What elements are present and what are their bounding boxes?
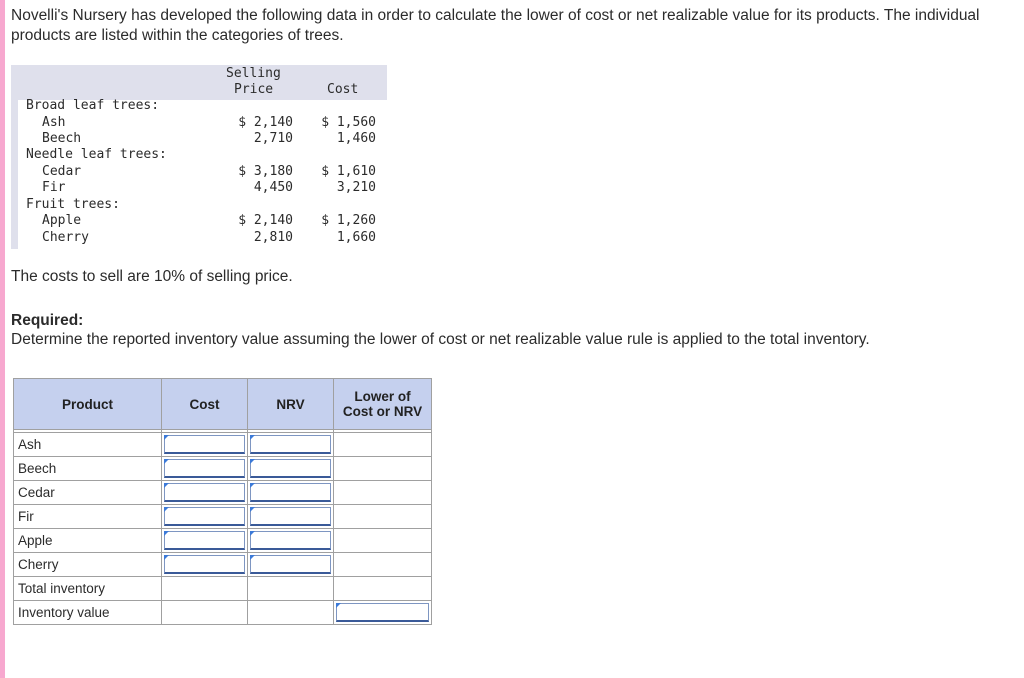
cost-input[interactable] [164, 435, 245, 454]
col-header-cost: Cost [162, 379, 248, 430]
problem-intro: Novelli's Nursery has developed the following data in order to calculate the lower of cost or net realizable value for its products. The individual products are listed within the categories of trees. [11, 7, 980, 44]
nrv-input[interactable] [250, 459, 331, 478]
inventory-value-cell [334, 601, 432, 625]
product-data-table [11, 65, 387, 249]
table-row [14, 481, 432, 505]
lower-cell [334, 529, 432, 553]
costs-to-sell-note: The costs to sell are 10% of selling price. [11, 268, 293, 285]
inventory-value-row [14, 601, 432, 625]
total-inventory-label: Total inventory [14, 577, 162, 601]
item-cost: $ 1,610 [321, 164, 376, 179]
item-cost: 3,210 [336, 180, 376, 195]
nrv-cell [248, 553, 334, 577]
table-row [14, 457, 432, 481]
cost-input[interactable] [164, 531, 245, 550]
col-header-lower-line1: Lower of [354, 389, 411, 404]
item-name: Cherry [42, 230, 89, 245]
left-accent-bar [0, 0, 5, 678]
inventory-value-input[interactable] [336, 603, 429, 622]
required-text: Determine the reported inventory value assuming the lower of cost or net realizable value rule is applied to the total inventory. [11, 331, 870, 348]
lower-cell [334, 481, 432, 505]
item-name: Beech [42, 131, 82, 146]
col-header-lower [334, 379, 432, 430]
item-price: 2,710 [253, 131, 293, 146]
cost-cell [162, 481, 248, 505]
item-price: $ 2,140 [238, 213, 293, 228]
nrv-input[interactable] [250, 483, 331, 502]
required-heading: Required: [11, 312, 84, 329]
cost-input[interactable] [164, 483, 245, 502]
col-header-product: Product [14, 379, 162, 430]
value-nrv-cell [248, 601, 334, 625]
nrv-input[interactable] [250, 555, 331, 574]
item-cost: $ 1,560 [321, 115, 376, 130]
cost-cell [162, 529, 248, 553]
row-label: Cedar [14, 481, 162, 505]
nrv-input[interactable] [250, 531, 331, 550]
cost-cell [162, 553, 248, 577]
cost-cell [162, 505, 248, 529]
item-cost: 1,660 [336, 230, 376, 245]
table-row [14, 529, 432, 553]
table-row [14, 553, 432, 577]
row-label: Apple [14, 529, 162, 553]
value-cost-cell [162, 601, 248, 625]
inventory-value-label: Inventory value [14, 601, 162, 625]
cost-input[interactable] [164, 555, 245, 574]
total-lower-cell [334, 577, 432, 601]
row-label: Fir [14, 505, 162, 529]
cost-cell [162, 457, 248, 481]
row-label: Ash [14, 433, 162, 457]
nrv-cell [248, 481, 334, 505]
header-cost: Cost [327, 82, 359, 97]
cost-input[interactable] [164, 507, 245, 526]
header-price: Price [234, 82, 274, 97]
nrv-cell [248, 433, 334, 457]
lower-cell [334, 433, 432, 457]
answer-table [13, 378, 432, 625]
lower-cell [334, 505, 432, 529]
nrv-input[interactable] [250, 507, 331, 526]
cost-cell [162, 433, 248, 457]
item-name: Fir [42, 180, 66, 195]
total-nrv-cell [248, 577, 334, 601]
table-row [14, 433, 432, 457]
table-row [14, 505, 432, 529]
nrv-cell [248, 505, 334, 529]
item-cost: 1,460 [336, 131, 376, 146]
item-cost: $ 1,260 [321, 213, 376, 228]
lower-cell [334, 553, 432, 577]
nrv-cell [248, 529, 334, 553]
item-price: 4,450 [253, 180, 293, 195]
col-header-nrv: NRV [248, 379, 334, 430]
total-row [14, 577, 432, 601]
total-cost-cell [162, 577, 248, 601]
header-selling: Selling [226, 66, 281, 81]
cost-input[interactable] [164, 459, 245, 478]
item-name: Apple [42, 213, 82, 228]
category-label: Broad leaf trees: [26, 98, 160, 113]
col-header-lower-line2: Cost or NRV [342, 404, 423, 419]
item-price: $ 2,140 [238, 115, 293, 130]
nrv-input[interactable] [250, 435, 331, 454]
lower-cell [334, 457, 432, 481]
category-label: Needle leaf trees: [26, 147, 167, 162]
answer-table-wrap [13, 378, 432, 625]
item-name: Ash [42, 115, 66, 130]
category-label: Fruit trees: [26, 197, 120, 212]
nrv-cell [248, 457, 334, 481]
data-table-side-band [11, 100, 18, 249]
row-label: Beech [14, 457, 162, 481]
row-label: Cherry [14, 553, 162, 577]
item-price: $ 3,180 [238, 164, 293, 179]
item-price: 2,810 [253, 230, 293, 245]
item-name: Cedar [42, 164, 82, 179]
